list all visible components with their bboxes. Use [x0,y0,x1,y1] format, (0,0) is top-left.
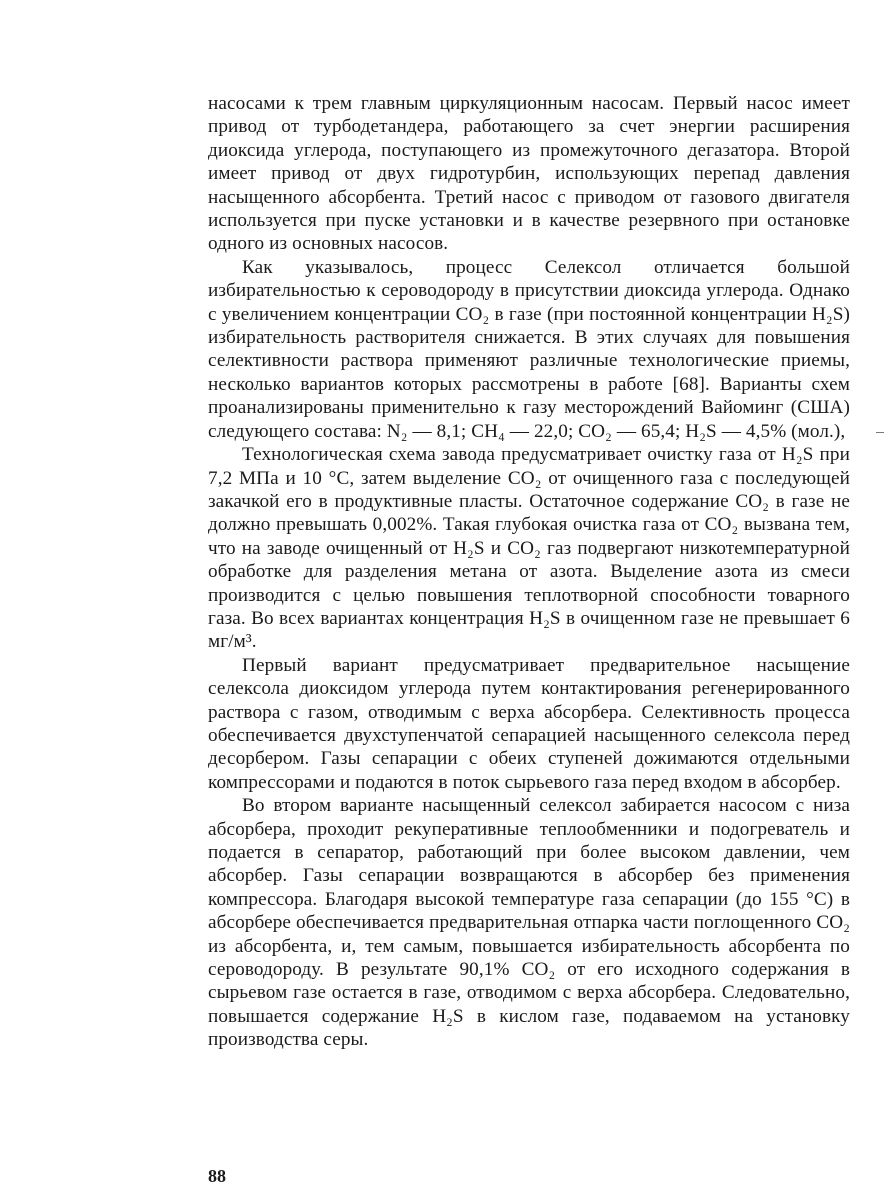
paragraph-4: Первый вариант предусматривает предварительное насыщение селексола диоксидом углерода путем контактирования регенерированного раствора с газом, отводимым с верха абсорбера. Селективность процесса обеспечивается двухступенчатой сепарацией насыщенного селексола перед десорбером. Газы сепарации с обеих ступеней дожимаются отдельными компрессорами и подаются в поток сырьевого газа перед входом в абсорбер. [208,654,850,793]
paragraph-5: Во втором варианте насыщенный селексол забирается насосом с низа абсорбера, проходит рекуперативные теплообменники и подогреватель и подается в сепаратор, работающий при более высоком давлении, чем абсорбер. Газы сепарации возвращаются в абсорбер без применения компрессора. Благодаря высокой температуре газа сепарации (до 155 °С) в абсорбере обеспечивается предварительная отпарка части поглощенного CO₂ из абсорбента, и, тем самым, повышается избирательность абсорбента по сероводороду. В результате 90,1% CO₂ от его исходного содержания в сырьевом газе остается в газе, отводимом с верха абсорбера. Следовательно, повышается содержание H₂S в кислом газе, подаваемом на установку производства серы. [208,795,850,1051]
paragraph-2: Как указывалось, процесс Селексол отличается большой избирательностью к сероводороду в присутствии диоксида углерода. Однако с увеличением концентрации CO₂ в газе (при постоянной концентрации H₂S) избирательность растворителя снижается. В этих случаях для повышения селективности раствора применяют различные технологические приемы, несколько вариантов которых рассмотрены в работе [68]. Варианты схем проанализированы применительно к газу месторождений Вайоминг (США) следующего состава: N₂ — 8,1; CH₄ — 22,0; CO₂ — 65,4; H₂S — 4,5% (мол.), [208,256,850,442]
page-number: 88 [208,1166,226,1186]
paragraph-3: Технологическая схема завода предусматривает очистку газа от H₂S при 7,2 МПа и 10 °С, затем выделение CO₂ от очищенного газа с последующей закачкой его в продуктивные пласты. Остаточное содержание CO₂ в газе не должно превышать 0,002%. Такая глубокая очистка газа от CO₂ вызвана тем, что на заводе очищенный от H₂S и CO₂ газ подвергают низкотемпературной обработке для разделения метана от азота. Выделение азота из смеси производится с целью повышения теплотворной способности товарного газа. Во всех вариантах концентрация H₂S в очищенном газе не превышает 6 мг/м³. [208,444,850,653]
paragraph-1: насосами к трем главным циркуляционным насосам. Первый насос имеет привод от турбодетандера, работающего за счет энергии расширения диоксида углерода, поступающего из промежуточного дегазатора. Второй имеет привод от двух гидротурбин, использующих перепад давления насыщенного абсорбента. Третий насос с приводом от газового двигателя используется при пуске установки и в качестве резервного при остановке одного из основных насосов. [208,93,850,255]
margin-mark [876,432,884,433]
page-body [208,92,850,1052]
